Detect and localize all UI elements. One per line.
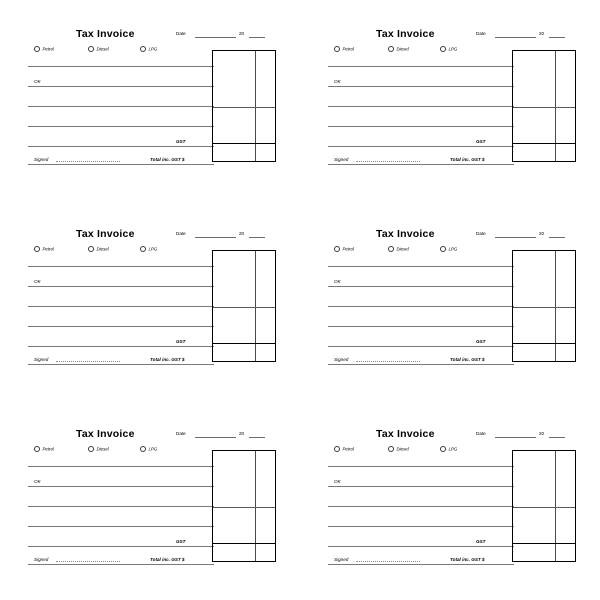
write-line[interactable]: [328, 106, 514, 107]
invoice-body: [28, 28, 276, 168]
signed-label: Signed: [34, 557, 49, 562]
dollars-cents-divider: [555, 451, 556, 561]
signature-line[interactable]: [56, 161, 120, 162]
date-field[interactable]: [476, 431, 576, 441]
date-year-rule: [249, 37, 265, 38]
fuel-option-lpg[interactable]: [140, 246, 157, 252]
fuel-option-petrol[interactable]: [34, 446, 54, 452]
radio-circle-icon[interactable]: [440, 46, 446, 52]
page-title: Tax Invoice: [76, 428, 135, 440]
signature-line[interactable]: [56, 561, 120, 562]
date-label: Date: [476, 31, 486, 36]
write-line[interactable]: [28, 86, 214, 87]
fuel-type-options: [328, 46, 508, 55]
amount-column[interactable]: [512, 450, 576, 562]
radio-circle-icon[interactable]: [334, 46, 340, 52]
radio-circle-icon[interactable]: [34, 446, 40, 452]
radio-circle-icon[interactable]: [140, 46, 146, 52]
signature-line[interactable]: [356, 361, 420, 362]
write-line[interactable]: [328, 486, 514, 487]
write-line[interactable]: [328, 526, 514, 527]
fuel-option-label: LPG: [148, 46, 158, 52]
write-line[interactable]: [328, 564, 514, 565]
fuel-option-lpg[interactable]: [140, 446, 157, 452]
ok-label: OK: [334, 79, 341, 84]
invoice-2[interactable]: [300, 0, 600, 200]
write-line[interactable]: [328, 326, 514, 327]
gst-label: GST: [176, 139, 186, 144]
write-line[interactable]: [28, 286, 214, 287]
fuel-option-label: Petrol: [342, 246, 354, 252]
page-title: Tax Invoice: [76, 228, 135, 240]
fuel-option-label: Diesel: [96, 246, 109, 252]
date-year-prefix: 20: [239, 431, 245, 436]
fuel-option-label: Petrol: [42, 46, 54, 52]
write-line[interactable]: [328, 346, 514, 347]
date-year-prefix: 20: [239, 231, 245, 236]
fuel-option-label: LPG: [448, 46, 458, 52]
invoice-body: [28, 428, 276, 568]
date-year-rule: [549, 37, 565, 38]
invoice-6[interactable]: [300, 400, 600, 600]
date-year-rule: [549, 237, 565, 238]
fuel-type-options: [328, 446, 508, 455]
invoice-1[interactable]: [0, 0, 300, 200]
date-rule: [195, 37, 236, 38]
write-line[interactable]: [28, 66, 214, 67]
signature-line[interactable]: [356, 561, 420, 562]
date-field[interactable]: [176, 431, 276, 441]
gst-label: GST: [476, 139, 486, 144]
fuel-option-label: Diesel: [396, 246, 409, 252]
gst-row-divider: [213, 543, 275, 544]
ok-label: OK: [334, 279, 341, 284]
radio-circle-icon[interactable]: [88, 46, 94, 52]
fuel-option-label: Diesel: [396, 446, 409, 452]
signed-label: Signed: [334, 157, 349, 162]
total-label: Total inc. GST $: [450, 357, 485, 362]
invoice-3[interactable]: [0, 200, 300, 400]
gst-row-divider: [513, 543, 575, 544]
write-line[interactable]: [328, 546, 514, 547]
write-line[interactable]: [28, 164, 214, 165]
write-line[interactable]: [328, 126, 514, 127]
write-line[interactable]: [328, 364, 514, 365]
fuel-option-label: Petrol: [342, 46, 354, 52]
date-year-prefix: 20: [539, 231, 545, 236]
page-title: Tax Invoice: [376, 428, 435, 440]
fuel-option-diesel[interactable]: [88, 246, 109, 252]
page-title: Tax Invoice: [376, 228, 435, 240]
date-rule: [495, 37, 536, 38]
fuel-option-label: LPG: [448, 446, 458, 452]
dollars-cents-divider: [255, 51, 256, 161]
write-line[interactable]: [328, 306, 514, 307]
fuel-option-petrol[interactable]: [334, 46, 354, 52]
fuel-option-diesel[interactable]: [88, 446, 109, 452]
total-label: Total inc. GST $: [450, 557, 485, 562]
radio-circle-icon[interactable]: [34, 46, 40, 52]
fuel-option-label: Diesel: [96, 46, 109, 52]
dollars-cents-divider: [555, 51, 556, 161]
signed-label: Signed: [334, 557, 349, 562]
ok-label: OK: [34, 479, 41, 484]
invoice-body: [328, 228, 576, 368]
fuel-option-label: Diesel: [396, 46, 409, 52]
write-line[interactable]: [328, 146, 514, 147]
amount-column[interactable]: [212, 250, 276, 362]
ok-label: OK: [34, 79, 41, 84]
fuel-type-options: [28, 46, 208, 55]
date-rule: [195, 237, 236, 238]
gst-label: GST: [176, 539, 186, 544]
write-line[interactable]: [328, 506, 514, 507]
write-line[interactable]: [28, 346, 214, 347]
write-line[interactable]: [28, 486, 214, 487]
write-line[interactable]: [328, 86, 514, 87]
total-label: Total inc. GST $: [150, 157, 185, 162]
dollars-cents-divider: [255, 251, 256, 361]
fuel-option-label: LPG: [148, 446, 158, 452]
date-year-rule: [249, 237, 265, 238]
ok-label: OK: [34, 279, 41, 284]
fuel-option-label: Diesel: [96, 446, 109, 452]
write-line[interactable]: [28, 266, 214, 267]
radio-circle-icon[interactable]: [388, 246, 394, 252]
radio-circle-icon[interactable]: [88, 446, 94, 452]
invoice-body: [328, 428, 576, 568]
page-title: Tax Invoice: [76, 28, 135, 40]
fuel-option-lpg[interactable]: [440, 46, 457, 52]
date-rule: [495, 237, 536, 238]
fuel-type-options: [28, 246, 208, 255]
write-line[interactable]: [28, 146, 214, 147]
fuel-option-diesel[interactable]: [88, 46, 109, 52]
write-line[interactable]: [28, 126, 214, 127]
fuel-option-petrol[interactable]: [334, 246, 354, 252]
invoice-5[interactable]: [0, 400, 300, 600]
write-line[interactable]: [328, 66, 514, 67]
radio-circle-icon[interactable]: [140, 246, 146, 252]
fuel-option-label: LPG: [448, 246, 458, 252]
signed-label: Signed: [34, 357, 49, 362]
radio-circle-icon[interactable]: [34, 246, 40, 252]
amount-row-divider: [513, 507, 575, 508]
write-line[interactable]: [28, 306, 214, 307]
date-label: Date: [176, 431, 186, 436]
gst-label: GST: [176, 339, 186, 344]
date-year-rule: [549, 437, 565, 438]
write-line[interactable]: [28, 526, 214, 527]
amount-row-divider: [513, 107, 575, 108]
total-label: Total inc. GST $: [450, 157, 485, 162]
invoice-4[interactable]: [300, 200, 600, 400]
fuel-type-options: [28, 446, 208, 455]
date-label: Date: [476, 431, 486, 436]
date-label: Date: [476, 231, 486, 236]
amount-row-divider: [213, 107, 275, 108]
fuel-option-label: Petrol: [42, 246, 54, 252]
radio-circle-icon[interactable]: [440, 246, 446, 252]
page-title: Tax Invoice: [376, 28, 435, 40]
date-label: Date: [176, 31, 186, 36]
fuel-option-lpg[interactable]: [440, 246, 457, 252]
radio-circle-icon[interactable]: [88, 246, 94, 252]
fuel-option-diesel[interactable]: [388, 46, 409, 52]
signature-line[interactable]: [356, 161, 420, 162]
write-line[interactable]: [28, 564, 214, 565]
write-line[interactable]: [28, 506, 214, 507]
fuel-option-label: Petrol: [342, 446, 354, 452]
write-line[interactable]: [328, 286, 514, 287]
fuel-option-petrol[interactable]: [334, 446, 354, 452]
write-line[interactable]: [28, 326, 214, 327]
write-line[interactable]: [328, 164, 514, 165]
total-label: Total inc. GST $: [150, 557, 185, 562]
date-field[interactable]: [476, 231, 576, 241]
amount-column[interactable]: [512, 250, 576, 362]
amount-column[interactable]: [512, 50, 576, 162]
invoice-body: [328, 28, 576, 168]
radio-circle-icon[interactable]: [334, 446, 340, 452]
signature-line[interactable]: [56, 361, 120, 362]
invoice-body: [28, 228, 276, 368]
gst-row-divider: [513, 143, 575, 144]
gst-label: GST: [476, 539, 486, 544]
date-field[interactable]: [476, 31, 576, 41]
date-rule: [495, 437, 536, 438]
amount-column[interactable]: [212, 450, 276, 562]
dollars-cents-divider: [555, 251, 556, 361]
gst-row-divider: [213, 343, 275, 344]
amount-row-divider: [513, 307, 575, 308]
date-rule: [195, 437, 236, 438]
date-year-prefix: 20: [539, 431, 545, 436]
date-year-prefix: 20: [539, 31, 545, 36]
fuel-option-diesel[interactable]: [388, 246, 409, 252]
gst-label: GST: [476, 339, 486, 344]
radio-circle-icon[interactable]: [388, 446, 394, 452]
fuel-option-diesel[interactable]: [388, 446, 409, 452]
amount-row-divider: [213, 507, 275, 508]
fuel-option-petrol[interactable]: [34, 246, 54, 252]
ok-label: OK: [334, 479, 341, 484]
signed-label: Signed: [34, 157, 49, 162]
write-line[interactable]: [28, 106, 214, 107]
gst-row-divider: [513, 343, 575, 344]
gst-row-divider: [213, 143, 275, 144]
date-year-rule: [249, 437, 265, 438]
signed-label: Signed: [334, 357, 349, 362]
radio-circle-icon[interactable]: [388, 46, 394, 52]
fuel-option-label: LPG: [148, 246, 158, 252]
radio-circle-icon[interactable]: [440, 446, 446, 452]
write-line[interactable]: [328, 266, 514, 267]
date-field[interactable]: [176, 31, 276, 41]
fuel-option-lpg[interactable]: [140, 46, 157, 52]
fuel-option-label: Petrol: [42, 446, 54, 452]
date-label: Date: [176, 231, 186, 236]
fuel-option-lpg[interactable]: [440, 446, 457, 452]
fuel-option-petrol[interactable]: [34, 46, 54, 52]
dollars-cents-divider: [255, 451, 256, 561]
radio-circle-icon[interactable]: [334, 246, 340, 252]
write-line[interactable]: [328, 466, 514, 467]
amount-row-divider: [213, 307, 275, 308]
write-line[interactable]: [28, 364, 214, 365]
radio-circle-icon[interactable]: [140, 446, 146, 452]
fuel-type-options: [328, 246, 508, 255]
total-label: Total inc. GST $: [150, 357, 185, 362]
write-line[interactable]: [28, 466, 214, 467]
date-field[interactable]: [176, 231, 276, 241]
write-line[interactable]: [28, 546, 214, 547]
amount-column[interactable]: [212, 50, 276, 162]
date-year-prefix: 20: [239, 31, 245, 36]
